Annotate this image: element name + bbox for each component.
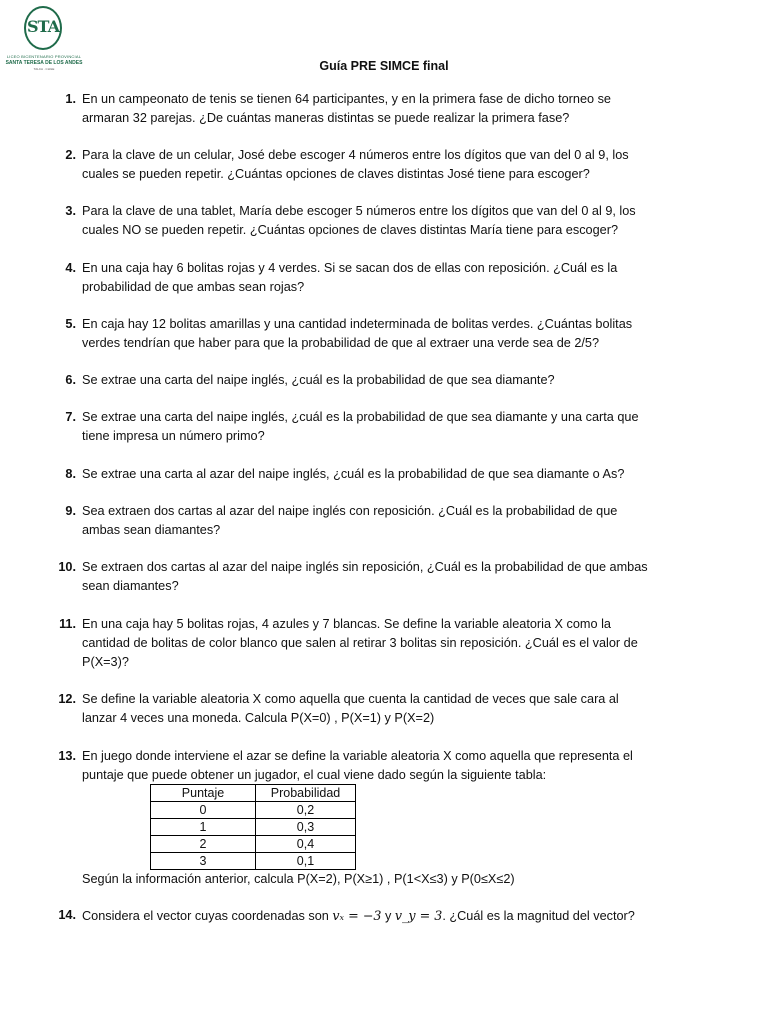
vector-x-expression: vₓ = −3 (332, 908, 382, 923)
table-cell: 0,1 (256, 853, 356, 870)
question-number: 9. (65, 504, 76, 518)
question-text: En caja hay 12 bolitas amarillas y una cantidad indeterminada de bolitas verdes. ¿Cuántas bolitas verdes tendrían que haber para que la probabilidad de que al extraer una verde sea de 2/5? (82, 317, 633, 350)
table-row (151, 819, 356, 836)
question-text (82, 906, 656, 926)
question-number: 1. (65, 92, 76, 106)
question-text: Se extrae una carta del naipe inglés, ¿cuál es la probabilidad de que sea diamante? (82, 373, 555, 387)
question-text: En una caja hay 6 bolitas rojas y 4 verdes. Si se sacan dos de ellas con reposición. ¿Cuál es la probabilidad de que ambas sean rojas? (82, 261, 618, 294)
table-cell: 2 (151, 836, 256, 853)
question-number: 6. (65, 373, 76, 387)
probability-table (150, 784, 356, 870)
question-text: Para la clave de un celular, José debe escoger 4 números entre los dígitos que van del 0 al 9, los cuales se pueden repetir. ¿Cuántas opciones de claves distintas José tiene para escoger? (82, 148, 629, 181)
question-text: Se extrae una carta del naipe inglés, ¿cuál es la probabilidad de que sea diamante y una carta que tiene impresa un número primo? (82, 410, 639, 443)
question-7 (56, 408, 656, 446)
table-cell: 1 (151, 819, 256, 836)
table-cell: 0 (151, 802, 256, 819)
table-cell: 3 (151, 853, 256, 870)
table-cell: 0,2 (256, 802, 356, 819)
question-4 (56, 259, 656, 297)
question-9 (56, 502, 656, 540)
question-text: Para la clave de una tablet, María debe escoger 5 números entre los dígitos que van del 0 al 9, los cuales NO se pueden repetir. ¿Cuántas opciones de claves distintas María tiene para escoger? (82, 204, 636, 237)
question-5 (56, 315, 656, 353)
question-8 (56, 465, 656, 484)
page-title: Guía PRE SIMCE final (319, 59, 449, 73)
logo-school-name: SANTA TERESA DE LOS ANDES (5, 60, 83, 66)
question-number: 13. (58, 749, 76, 763)
question-3 (56, 202, 656, 240)
question-text: Sea extraen dos cartas al azar del naipe inglés con reposición. ¿Cuál es la probabilidad de que ambas sean diamantes? (82, 504, 618, 537)
question-text: Se define la variable aleatoria X como aquella que cuenta la cantidad de veces que sale cara al lanzar 4 veces una moneda. Calcula P(X=0) , P(X=1) y P(X=2) (82, 692, 619, 725)
logo-line3: TALCA · CHILE (33, 67, 55, 71)
question-number: 11. (59, 617, 76, 631)
question-2 (56, 146, 656, 184)
table-cell: 0,4 (256, 836, 356, 853)
question-number: 8. (65, 467, 76, 481)
question-text: En juego donde interviene el azar se define la variable aleatoria X como aquella que representa el puntaje que puede obtener un jugador, el cual viene dado según la siguiente tabla: (82, 749, 633, 782)
vector-y-expression: v_y = 3 (394, 908, 443, 923)
question-1 (56, 90, 656, 128)
question-11 (56, 615, 656, 672)
question-6 (56, 371, 656, 390)
question-12 (56, 690, 656, 728)
question-number: 10. (58, 560, 76, 574)
question-text-mid: y (381, 909, 395, 923)
question-number: 7. (65, 410, 76, 424)
logo-initials: STA (27, 17, 59, 36)
logo-line1: LICEO BICENTENARIO PROVINCIAL (6, 54, 82, 59)
question-text: Se extrae una carta al azar del naipe inglés, ¿cuál es la probabilidad de que sea diamante o As? (82, 467, 625, 481)
question-number: 5. (65, 317, 76, 331)
question-number: 2. (65, 148, 76, 162)
question-text-end: . ¿Cuál es la magnitud del vector? (442, 909, 635, 923)
seal-icon (24, 6, 62, 50)
question-text: Según la información anterior, calcula P(X=2), P(X≥1) , P(1<X≤3) y P(0≤X≤2) (82, 872, 515, 886)
question-14 (56, 906, 656, 926)
question-number: 4. (65, 261, 76, 275)
question-number: 14. (58, 908, 76, 922)
question-10 (56, 558, 656, 596)
table-row (151, 802, 356, 819)
column-header-puntaje: Puntaje (151, 785, 256, 802)
column-header-probabilidad: Probabilidad (256, 785, 356, 802)
table-row (151, 853, 356, 870)
table-header-row (151, 785, 356, 802)
question-number: 12. (58, 692, 76, 706)
table-cell: 0,3 (256, 819, 356, 836)
question-number: 3. (65, 204, 76, 218)
question-text: En una caja hay 5 bolitas rojas, 4 azules y 7 blancas. Se define la variable aleatoria X como la cantidad de bolitas de color blanco que salen al retirar 3 bolitas sin reposición. ¿Cuál es el valor de P(X=3)? (82, 617, 638, 669)
question-text-start: Considera el vector cuyas coordenadas son (82, 909, 333, 923)
question-text: Se extraen dos cartas al azar del naipe inglés sin reposición, ¿Cuál es la probabilidad de que ambas sean diamantes? (82, 560, 648, 593)
question-text: En un campeonato de tenis se tienen 64 participantes, y en la primera fase de dicho torneo se armaran 32 parejas. ¿De cuántas maneras distintas se puede realizar la primera fase? (82, 92, 611, 125)
question-13 (56, 747, 656, 785)
table-row (151, 836, 356, 853)
question-13-followup (56, 870, 656, 889)
